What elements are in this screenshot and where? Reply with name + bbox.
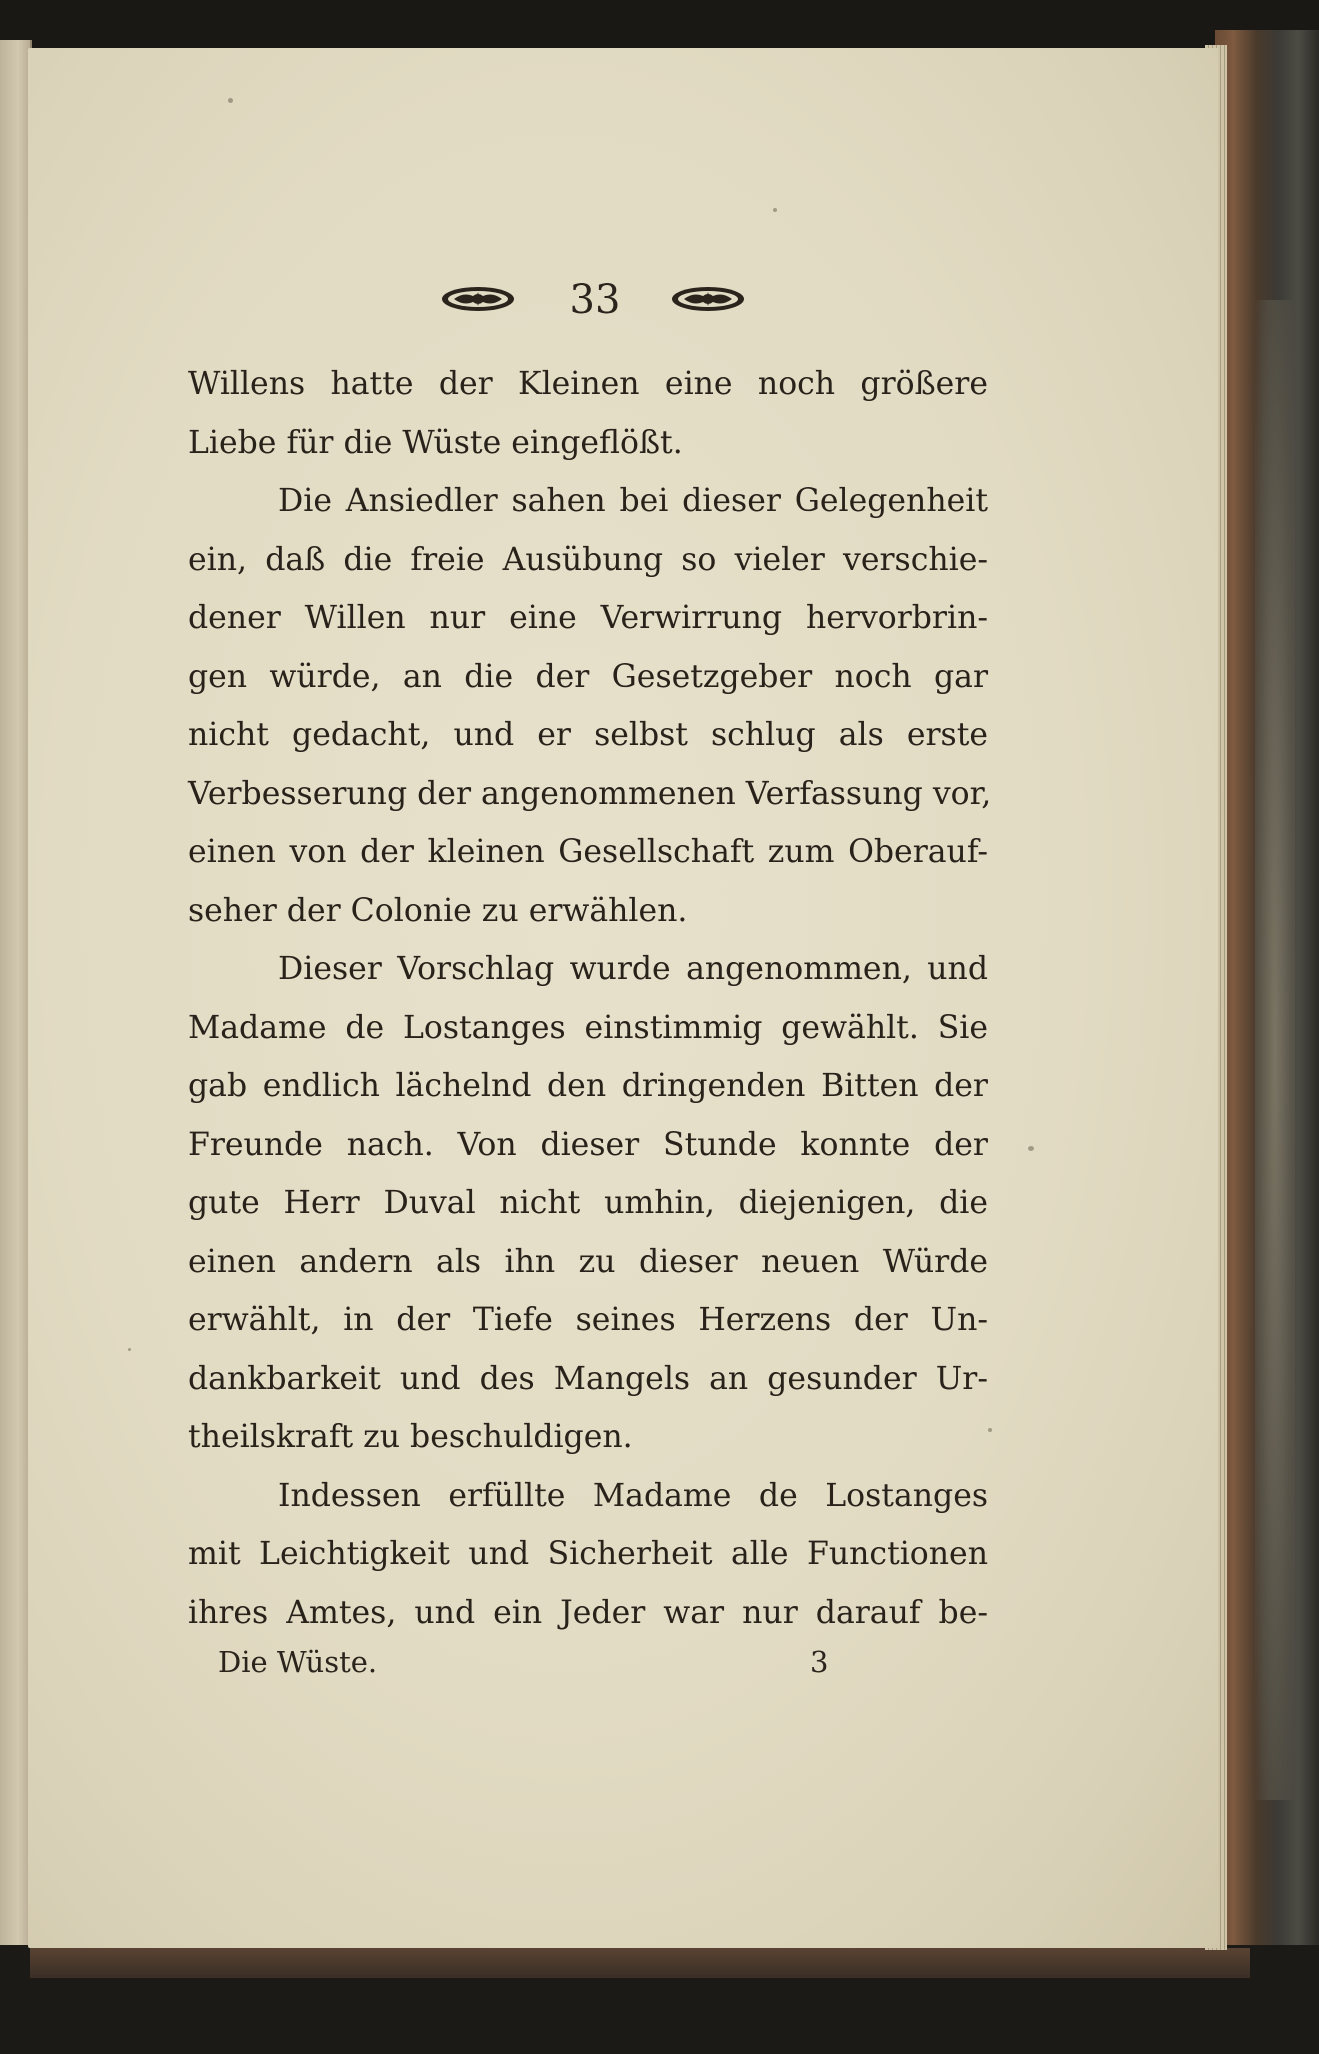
text-line: Liebe für die Wüste eingeflößt.	[188, 424, 683, 461]
text-line: Die Ansiedler sahen bei dieser Gelegenheit	[278, 483, 988, 519]
cover-wear	[1255, 300, 1295, 1800]
text-line: erwählt, in der Tiefe seines Herzens der Un-	[188, 1302, 988, 1338]
text-line: theilskraft zu beschuldigen.	[188, 1419, 633, 1455]
text-line: gen würde, an die der Gesetzgeber noch gar	[188, 658, 988, 695]
page-body-text	[188, 355, 992, 1642]
text-line: Willens hatte der Kleinen eine noch größere	[188, 366, 988, 402]
page-header	[440, 270, 760, 330]
text-line: dankbarkeit und des Mangels an gesunder Ur-	[188, 1360, 988, 1397]
text-line: Verbesserung der angenommenen Verfassung vor,	[188, 775, 992, 812]
book-cover-bottom-edge	[30, 1948, 1250, 1978]
text-line: Madame de Lostanges einstimmig gewählt. Sie	[188, 1009, 988, 1046]
text-line: ein, daß die freie Ausübung so vieler verschie-	[188, 541, 988, 578]
rosette-ornament-icon	[670, 284, 746, 314]
text-line: gute Herr Duval nicht umhin, diejenigen, die	[188, 1185, 988, 1221]
text-line: dener Willen nur eine Verwirrung hervorbrin-	[188, 600, 988, 636]
text-line: Dieser Vorschlag wurde angenommen, und	[278, 951, 988, 987]
text-line: Indessen erfüllte Madame de Lostanges	[278, 1477, 988, 1514]
page-footer	[218, 1645, 858, 1695]
footer-signature-mark: 3	[810, 1645, 829, 1679]
text-line: nicht gedacht, und er selbst schlug als erste	[188, 717, 988, 753]
footer-book-title: Die Wüste.	[218, 1645, 378, 1679]
page-number: 33	[569, 277, 621, 323]
text-line: gab endlich lächelnd den dringenden Bitten der	[188, 1068, 988, 1104]
text-line: mit Leichtigkeit und Sicherheit alle Functionen	[188, 1536, 988, 1572]
text-line: seher der Colonie zu erwählen.	[188, 892, 688, 929]
text-line: Freunde nach. Von dieser Stunde konnte der	[188, 1126, 988, 1163]
text-line: einen von der kleinen Gesellschaft zum Oberauf-	[188, 834, 988, 870]
scan-background-top	[0, 0, 1319, 55]
text-line: einen andern als ihn zu dieser neuen Würde	[188, 1243, 988, 1280]
rosette-ornament-icon	[440, 284, 516, 314]
text-line: ihres Amtes, und ein Jeder war nur darauf be-	[188, 1594, 988, 1631]
